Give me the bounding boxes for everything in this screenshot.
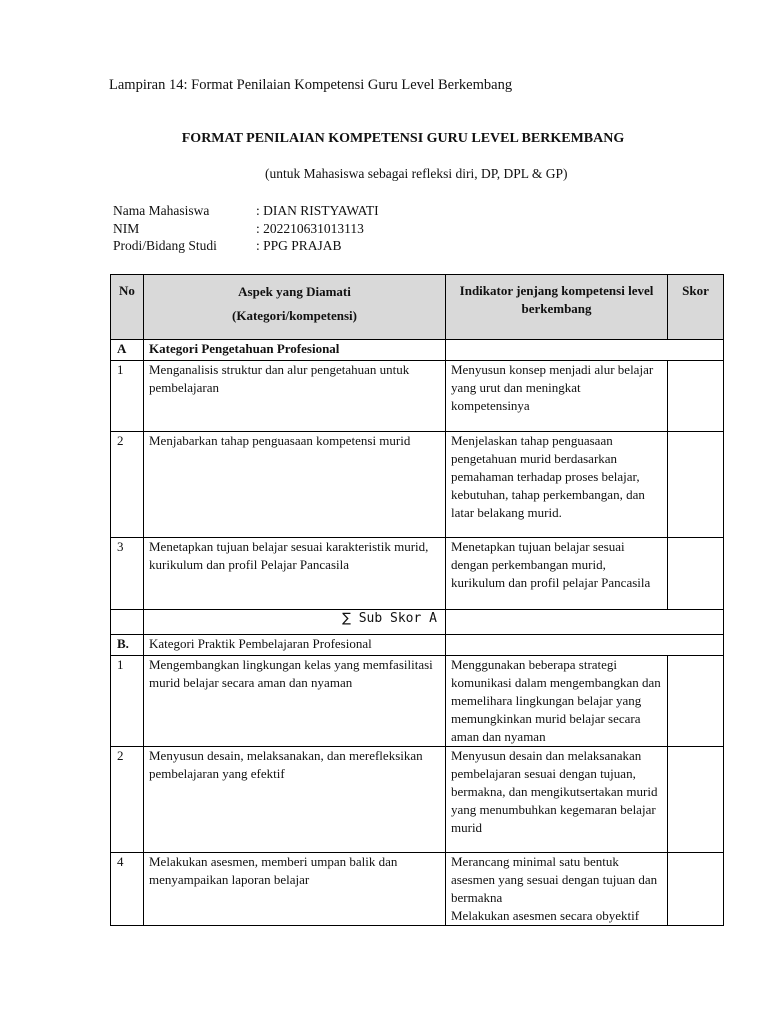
info-label: Nama Mahasiswa <box>113 203 210 218</box>
table-row <box>111 538 724 610</box>
document-subtitle: (untuk Mahasiswa sebagai refleksi diri, DP, DPL & GP) <box>265 166 568 181</box>
score-cell[interactable] <box>668 656 724 747</box>
header-skor: Skor <box>668 275 724 340</box>
info-row-prodi <box>113 237 379 255</box>
row-aspek: Menetapkan tujuan belajar sesuai karakteristik murid, kurikulum dan profil Pelajar Pancasila <box>144 538 446 610</box>
info-row-nim <box>113 220 379 238</box>
info-label: NIM <box>113 220 140 236</box>
row-indikator <box>446 853 668 926</box>
category-label: Kategori Praktik Pembelajaran Profesional <box>144 635 446 656</box>
info-value: : DIAN RISTYAWATI <box>256 203 379 218</box>
category-blank <box>446 340 724 361</box>
row-aspek: Mengembangkan lingkungan kelas yang memfasilitasi murid belajar secara aman dan nyaman <box>144 656 446 747</box>
student-info <box>113 202 379 255</box>
info-label: Prodi/Bidang Studi <box>113 238 217 253</box>
header-aspek-line2: (Kategori/kompetensi) <box>232 308 357 323</box>
info-row-name <box>113 202 379 220</box>
score-cell[interactable] <box>668 538 724 610</box>
subtotal-label <box>144 610 446 635</box>
row-indikator: Menjelaskan tahap penguasaan pengetahuan murid berdasarkan pemahaman terhadap proses belajar, kebutuhan, tahap perkembangan, dan latar belakang murid. <box>446 432 668 538</box>
category-code: B. <box>111 635 144 656</box>
score-cell[interactable] <box>668 853 724 926</box>
document-title: FORMAT PENILAIAN KOMPETENSI GURU LEVEL BERKEMBANG <box>181 131 625 146</box>
attachment-label: Lampiran 14: Format Penilaian Kompetensi Guru Level Berkembang <box>109 77 513 93</box>
score-cell[interactable] <box>668 432 724 538</box>
row-indikator: Menyusun desain dan melaksanakan pembelajaran sesuai dengan tujuan, bermakna, dan mengikutsertakan murid yang menumbuhkan kegemaran belajar murid <box>446 747 668 853</box>
subtotal-value[interactable] <box>446 610 724 635</box>
header-no: No <box>111 275 144 340</box>
assessment-table <box>110 274 724 926</box>
table-row <box>111 361 724 432</box>
subtotal-row-a <box>111 610 724 635</box>
info-value: : 202210631013113 <box>256 220 364 236</box>
indikator-line: Merancang minimal satu bentuk asesmen yang sesuai dengan tujuan dan bermakna <box>451 854 658 905</box>
row-no: 1 <box>111 361 144 432</box>
category-blank <box>446 635 724 656</box>
row-no: 2 <box>111 747 144 853</box>
sum-icon: ∑ <box>342 611 351 626</box>
category-label: Kategori Pengetahuan Profesional <box>144 340 446 361</box>
row-aspek: Menganalisis struktur dan alur pengetahuan untuk pembelajaran <box>144 361 446 432</box>
table-header-row <box>111 275 724 340</box>
table-row <box>111 432 724 538</box>
header-indikator: Indikator jenjang kompetensi level berkembang <box>446 275 668 340</box>
row-aspek: Menyusun desain, melaksanakan, dan merefleksikan pembelajaran yang efektif <box>144 747 446 853</box>
row-no: 1 <box>111 656 144 747</box>
row-aspek: Menjabarkan tahap penguasaan kompetensi murid <box>144 432 446 538</box>
row-indikator: Menetapkan tujuan belajar sesuai dengan perkembangan murid, kurikulum dan profil pelajar Pancasila <box>446 538 668 610</box>
row-aspek: Melakukan asesmen, memberi umpan balik dan menyampaikan laporan belajar <box>144 853 446 926</box>
subtotal-text: Sub Skor A <box>358 611 437 626</box>
category-row-a <box>111 340 724 361</box>
table-row <box>111 853 724 926</box>
score-cell[interactable] <box>668 747 724 853</box>
table-row <box>111 656 724 747</box>
table-row <box>111 747 724 853</box>
score-cell[interactable] <box>668 361 724 432</box>
info-value: : PPG PRAJAB <box>256 238 342 253</box>
subtotal-blank <box>111 610 144 635</box>
row-indikator: Menyusun konsep menjadi alur belajar yang urut dan meningkat kompetensinya <box>446 361 668 432</box>
row-no: 2 <box>111 432 144 538</box>
row-no: 4 <box>111 853 144 926</box>
row-no: 3 <box>111 538 144 610</box>
header-aspek-line1: Aspek yang Diamati <box>238 284 351 299</box>
row-indikator: Menggunakan beberapa strategi komunikasi dalam mengembangkan dan memelihara lingkungan belajar yang memungkinkan murid belajar secara aman dan nyaman <box>446 656 668 747</box>
category-row-b <box>111 635 724 656</box>
header-aspek <box>144 275 446 340</box>
category-code: A <box>111 340 144 361</box>
indikator-line: Melakukan asesmen secara obyektif <box>451 908 640 923</box>
